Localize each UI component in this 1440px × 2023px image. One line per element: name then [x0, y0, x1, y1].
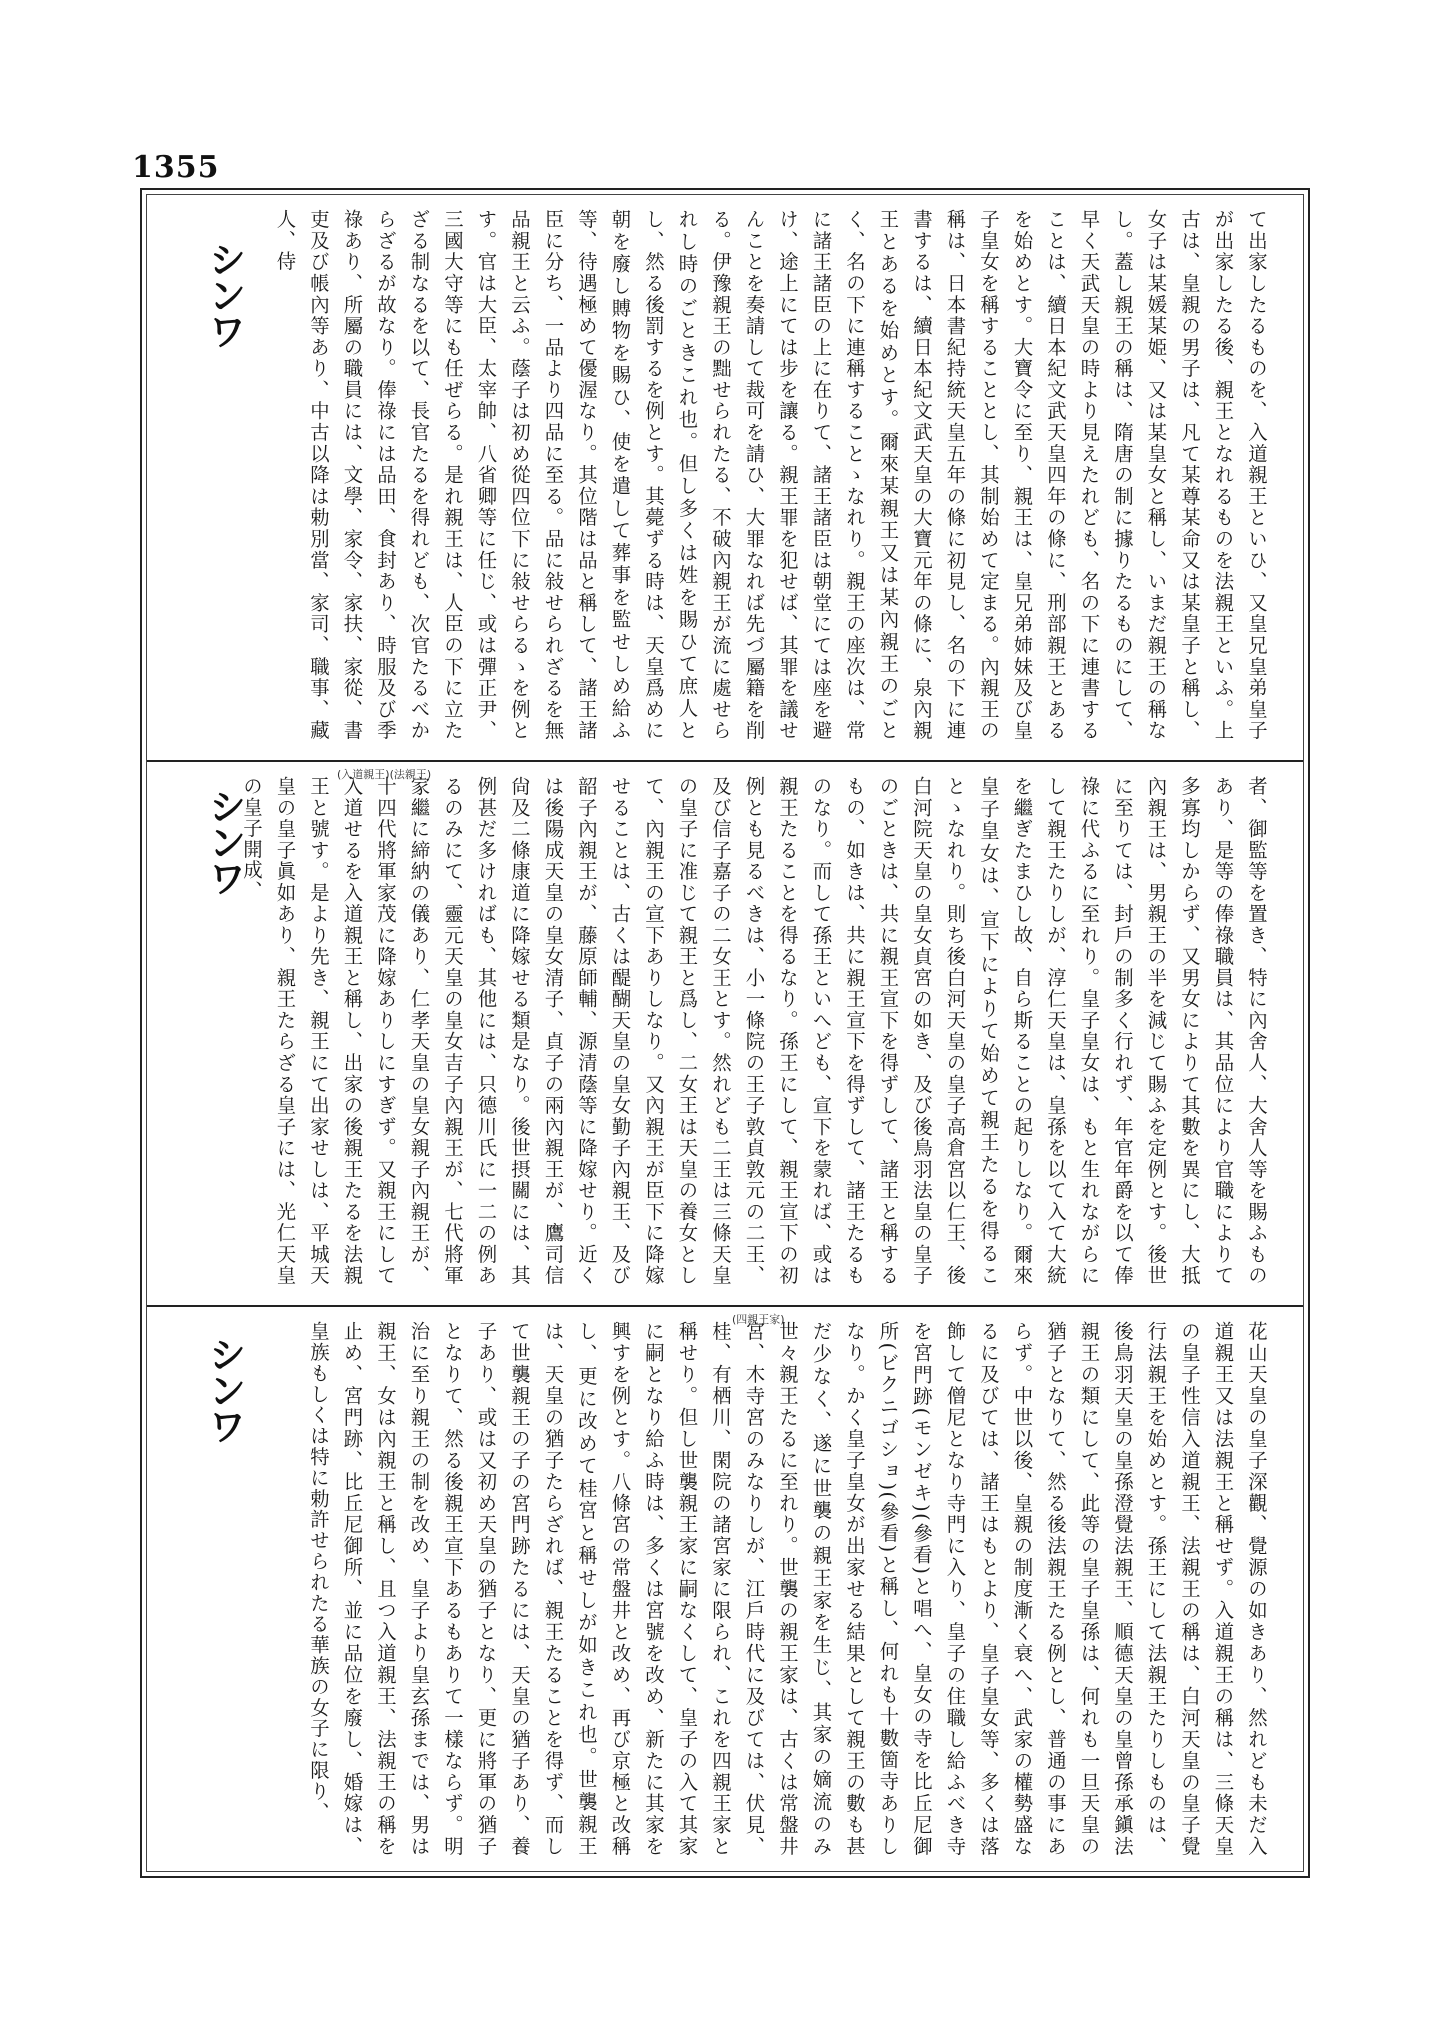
page-number: 1355 [132, 150, 220, 185]
section-text [257, 1321, 1273, 1857]
body-paragraph: 花山天皇の皇子深觀、覺源の如きあり、然れども未だ入道親王又は法親王と稱せず。入道親王の稱は、三條天皇の皇子性信入道親王、法親王の稱は、白河天皇の皇子覺行法親王を始めとす。孫王にして法親王たりしものは、後鳥羽天皇の皇孫澄覺法親王、順德天皇の皇曾孫承鎭法親王の類にして、此等の皇子皇孫は、何れも一旦天皇の猶子となりて、然る後法親王たる例とし、普通の事にあらず。中世以後、皇親の制度漸く衰へ、武家の權勢盛なるに及びては、諸王はもとより、皇子皇女等、多くは落飾して僧尼となり寺門に入り、皇子の住職し給ふべき寺を宮門跡(モンゼキ)(參看)と唱へ、皇女の寺を比丘尼御所(ビクニゴショ)(參看)と稱し、何れも十數箇寺ありしなり。かく皇子皇女が出家せる結果として親王の數も甚だ少なく、遂に世襲の親王家を生じ、其家の嫡流のみ世々親王たるに至れり。世襲の親王家は、古くは常盤井宮、木寺宮のみなりしが、江戶時代に及びては、伏見、桂、有栖川、閑院の諸宮家に限られ、これを四親王家と稱せり。但し世襲親王家に嗣なくして、皇子の入て其家に嗣となり給ふ時は、多くは宮號を改め、新たに其家を興すを例とす。八條宮の常盤井と改め、再び京極と改稱し、更に改めて桂宮と稱せしが如きこれ也。世襲親王は、天皇の猶子たらざれば、親王たることを得ず、而して世襲親王の子の宮門跡たるには、天皇の猶子あり、養子あり、或は又初め天皇の猶子となり、更に將軍の猶子となりて、然る後親王宣下あるもありて一樣ならず。明治に至り親王の制を改め、皇子より皇玄孫までは、男は親王、女は內親王と稱し、且つ入道親王、法親王の稱を止め、宮門跡、比丘尼御所、並に品位を廢し、婚嫁は、皇族もしくは特に勅許せられたる華族の女子に限り、 [307, 1321, 1268, 1857]
text-section-3 [147, 1305, 1303, 1871]
text-section-2 [147, 760, 1303, 1300]
section-heading: シンワ [202, 787, 246, 895]
body-paragraph: 者、御監等を置き、特に內舍人、大舍人等を賜ふものあり、是等の俸祿職員は、其品位により官職によりて多寡均しからず、又男女によりて其數を異にし、大抵內親王は、男親王の半を減じて賜ふを定例とす。後世に至りては、封戶の制多く行れず、年官年爵を以て俸祿に代ふるに至れり。皇子皇女は、もと生れながらにして親王たりしが、淳仁天皇は、皇孫を以て入て大統を繼ぎたまひし故、自ら斯ることの起りしなり。爾來皇子皇女は、宣下によりて始めて親王たるを得ることゝなれり。則ち後白河天皇の皇子高倉宮以仁王、後白河院天皇の皇女貞宮の如き、及び後鳥羽法皇の皇子のごときは、共に親王宣下を得ずして、諸王と稱するもの、如きは、共に親王宣下を得ずして、諸王たるものなり。而して孫王といへども、宣下を蒙れば、或は親王たることを得るなり。孫王にして、親王宣下の初例とも見るべきは、小一條院の王子敦貞敦元の二王、及び信子嘉子の二女王とす。然れども二王は三條天皇の皇子に准じて親王と爲し、二女王は天皇の養女として、內親王の宣下ありしなり。又內親王が臣下に降嫁せることは、古くは醍醐天皇の皇女勤子內親王、及び韶子內親王が、藤原師輔、源清蔭等に降嫁せり。近くは後陽成天皇の皇女清子、貞子の兩內親王が、鷹司信尙及二條康道に降嫁せる類是なり。後世摂關には、其例甚だ多ければも、其他には、只德川氏に一二の例あるのみにて、靈元天皇の皇女吉子內親王が、七代將軍家繼に締納の儀あり、仁孝天皇の皇女親子內親王が、十四代將軍家茂に降嫁ありしにすぎず。又親王にして入道せるを入道親王と稱し、出家の後親王たるを法親王と號す。是より先き、親王にて出家せしは、平城天皇の皇子眞如あり、親王たらざる皇子には、光仁天皇の皇子開成、 [240, 776, 1268, 1286]
section-text [257, 209, 1273, 741]
section-caption: (入道親王)(法親王) [337, 768, 432, 781]
section-heading: シンワ [202, 240, 246, 348]
section-text [240, 776, 1273, 1286]
body-paragraph: て出家したるものを、入道親王といひ、又皇兄皇弟皇子が出家したる後、親王となれるものを法親王といふ。上古は、皇親の男子は、凡て某尊某命又は某皇子と稱し、女子は某媛某姫、又は某皇女と稱し、いまだ親王の稱なし。蓋し親王の稱は、隋唐の制に據りたるものにして、早く天武天皇の時より見えたれども、名の下に連書することは、續日本紀文武天皇四年の條に、刑部親王とあるを始めとす。大寶令に至り、親王は、皇兄弟姉妹及び皇子皇女を稱することとし、其制始めて定まる。內親王の稱は、日本書紀持統天皇五年の條に初見し、名の下に連書するは、續日本紀文武天皇の大寶元年の條に、泉內親王とあるを始めとす。爾來某親王又は某內親王のごとく、名の下に連稱することゝなれり。親王の座次は、常に諸王諸臣の上に在りて、諸王諸臣は朝堂にては座を避け、途上にては步を讓る。親王罪を犯せば、其罪を議せんことを奏請して裁可を請ひ、大罪なれば先づ屬籍を削る。伊豫親王の黜せられたる、不破內親王が流に處せられし時のごときこれ也。但し多くは姓を賜ひて庶人とし、然る後罰するを例とす。其薨ずる時は、天皇爲めに朝を廢し賻物を賜ひ、使を遣して葬事を監せしめ給ふ等、待遇極めて優渥なり。其位階は品と稱して、諸王諸臣に分ち、一品より四品に至る。品に敍せられざるを無品親王と云ふ。蔭子は初め從四位下に敍せらるゝを例とす。官は大臣、太宰帥、八省卿等に任じ、或は彈正尹、三國大守等にも任ぜらる。是れ親王は、人臣の下に立たざる制なるを以て、長官たるを得れども、次官たるべからざるが故なり。俸祿には品田、食封あり、時服及び季祿あり、所屬の職員には、文學、家令、家扶、家從、書吏及び帳內等あり、中古以降は勅別當、家司、職事、藏人、侍 [273, 209, 1268, 741]
text-section-1 [147, 195, 1303, 755]
section-caption: (四親王家) [732, 1313, 785, 1326]
section-heading: シンワ [202, 1335, 246, 1443]
